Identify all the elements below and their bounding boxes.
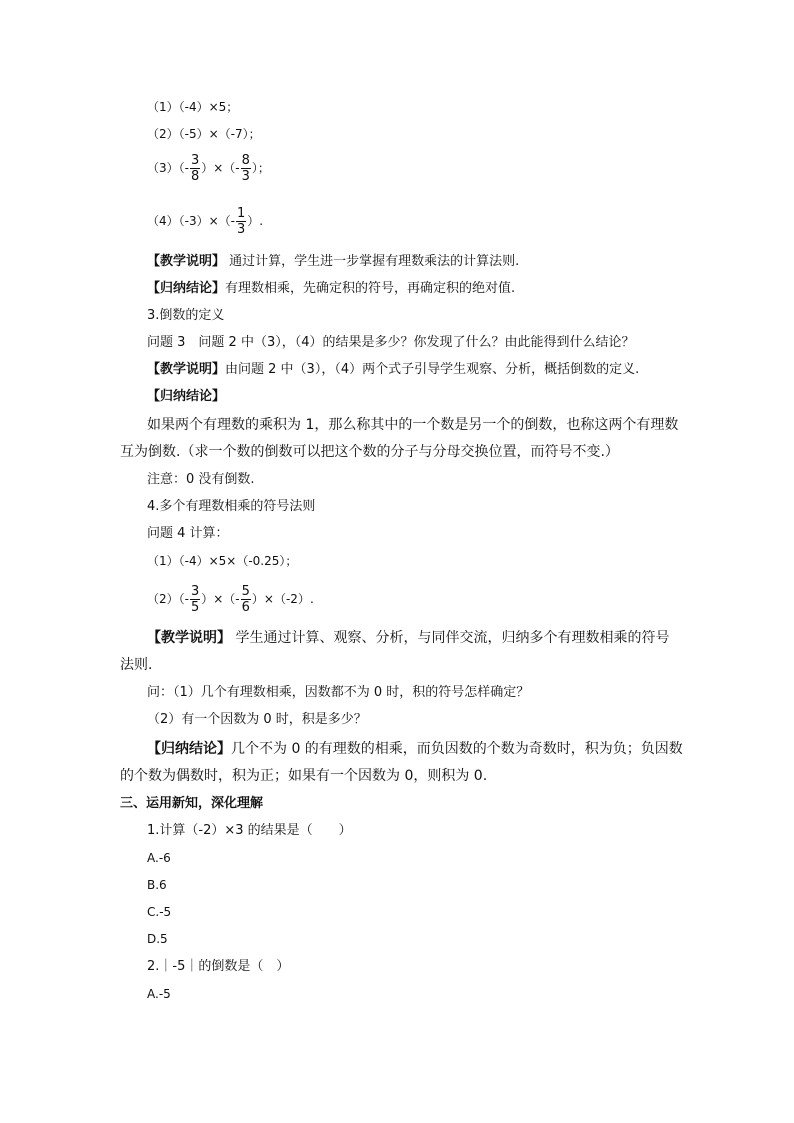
section-heading: 4.多个有理数相乘的符号法则 <box>147 499 316 514</box>
problem-item-1: （1）（-4）×5×（-0.25）； <box>147 554 298 568</box>
question-4-title: 问题 4 计算： <box>147 526 229 541</box>
definition-line: 互为倒数.（求一个数的倒数可以把这个数的分子与分母交换位置，而符号不变.） <box>120 444 619 460</box>
note-text: 通过计算，学生进一步掌握有理数乘法的计算法则. <box>225 254 520 269</box>
definition-line: 如果两个有理数的乘积为 1，那么称其中的一个数是另一个的倒数，也称这两个有理数 <box>147 417 679 433</box>
numerator: 3 <box>190 152 200 168</box>
conclusion-label: 【归纳结论】 <box>147 281 226 296</box>
expr-text: ）； <box>251 161 270 175</box>
question-3: 问题 3 问题 2 中（3），（4）的结果是多少？你发现了什么？由此能得到什么结论？ <box>147 335 635 350</box>
conclusion-text: 有理数相乘，先确定积的符号，再确定积的绝对值. <box>225 281 516 296</box>
note-label: 【教学说明】 <box>147 254 226 269</box>
fraction <box>241 153 251 184</box>
note-label: 【教学说明】 <box>147 630 231 646</box>
denominator: 5 <box>190 599 200 615</box>
conclusion-cont: 的个数为偶数时，积为正；如果有一个因数为 0，则积为 0. <box>120 768 488 784</box>
denominator: 6 <box>241 599 250 615</box>
expr-text: ）. <box>247 214 264 228</box>
conclusion-text: 几个不为 0 的有理数的相乘，而负因数的个数为奇数时，积为负；负因数 <box>231 741 683 757</box>
expr-text: （3）（- <box>147 161 189 175</box>
conclusion-label: 【归纳结论】 <box>147 741 231 757</box>
denominator: 3 <box>237 221 246 237</box>
fraction <box>190 153 200 184</box>
discussion-question: 问：（1）几个有理数相乘，因数都不为 0 时，积的符号怎样确定？ <box>147 685 530 700</box>
expr-text: （2）（- <box>147 592 189 606</box>
fraction <box>236 206 246 237</box>
problem-item-2: （2）（-5）×（-7）； <box>147 127 261 141</box>
fraction <box>190 584 200 615</box>
conclusion <box>147 280 515 298</box>
teaching-note <box>147 361 639 379</box>
option-c: C.-5 <box>147 905 172 919</box>
teaching-note-cont: 法则. <box>120 657 153 673</box>
option-a: A.-5 <box>147 987 171 1001</box>
option-a: A.-6 <box>147 851 171 865</box>
expr-text: ）×（-2）. <box>251 592 314 606</box>
numerator: 1 <box>237 205 246 221</box>
exercise-stem: 2.｜-5｜的倒数是（ ） <box>147 959 290 974</box>
expr-text: ）×（- <box>201 592 240 606</box>
option-d: D.5 <box>147 932 168 946</box>
problem-item-1: （1）（-4）×5； <box>147 100 239 114</box>
denominator: 8 <box>190 168 200 184</box>
expr-text: （4）（-3）×（- <box>147 214 235 228</box>
note-text: 学生通过计算、观察、分析，与同伴交流，归纳多个有理数相乘的符号 <box>231 630 670 646</box>
teaching-note <box>147 629 669 647</box>
attention-note: 注意：0 没有倒数. <box>147 472 255 487</box>
numerator: 5 <box>241 583 250 599</box>
teaching-note <box>147 253 519 271</box>
conclusion <box>147 740 683 758</box>
fraction <box>241 584 251 615</box>
option-b: B.6 <box>147 878 167 892</box>
problem-item-4 <box>147 202 263 240</box>
section-heading: 3.倒数的定义 <box>147 308 225 323</box>
part-heading: 三、运用新知，深化理解 <box>120 796 264 811</box>
problem-item-3 <box>147 150 270 186</box>
exercise-stem: 1.计算（-2）×3 的结果是（ ） <box>147 823 352 838</box>
problem-item-2 <box>147 580 314 618</box>
note-label: 【教学说明】 <box>147 362 226 377</box>
numerator: 3 <box>190 583 200 599</box>
conclusion-label: 【归纳结论】 <box>147 389 226 404</box>
denominator: 3 <box>241 168 250 184</box>
discussion-question: （2）有一个因数为 0 时，积是多少？ <box>147 712 367 727</box>
expr-text: ）×（- <box>201 161 240 175</box>
numerator: 8 <box>241 152 250 168</box>
note-text: 由问题 2 中（3），（4）两个式子引导学生观察、分析，概括倒数的定义. <box>225 362 640 377</box>
